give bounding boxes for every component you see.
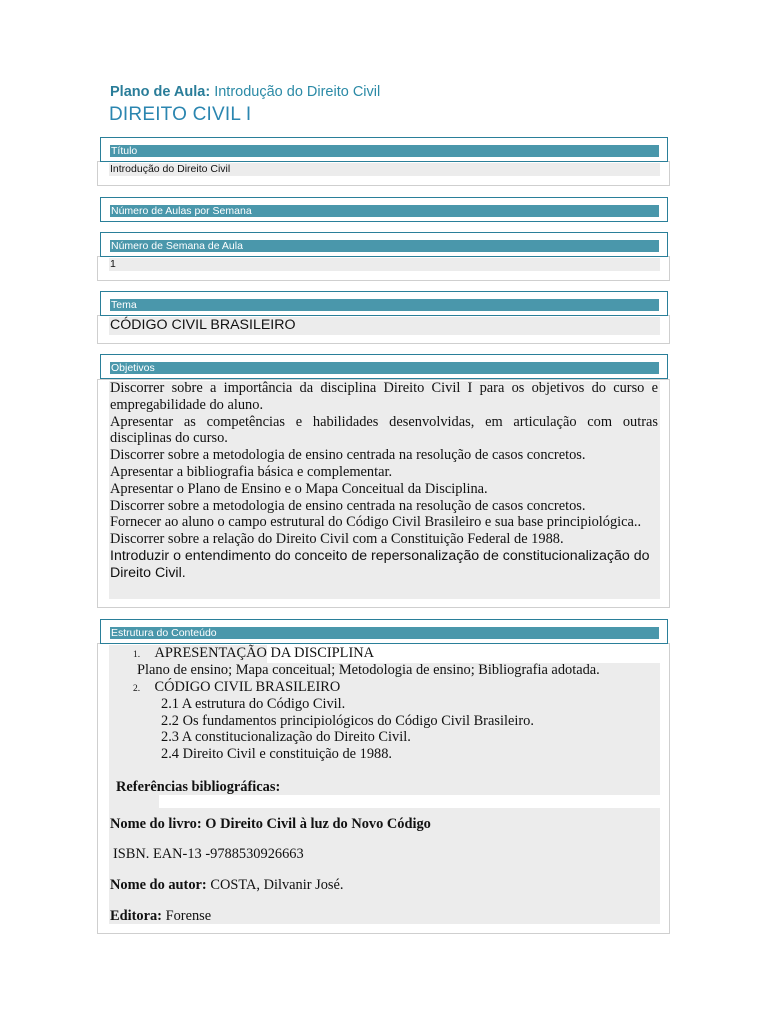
objetivo-line: Discorrer sobre a metodologia de ensino centrada na resolução de casos concretos. [110, 447, 586, 464]
publisher-name: Forense [165, 908, 212, 924]
item-1-text: Plano de ensino; Mapa conceitual; Metodologia de ensino; Bibliografia adotada. [137, 662, 600, 678]
plan-title: Introdução do Direito Civil [214, 84, 381, 100]
sub-item: 2.1 A estrutura do Código Civil. [161, 696, 346, 712]
plan-label: Plano de Aula: [110, 84, 211, 100]
objetivo-line: Apresentar a bibliografia básica e complementar. [110, 463, 393, 480]
tema-label-frame [100, 291, 668, 316]
objetivos-text [110, 380, 658, 582]
objetivo-line: Discorrer sobre a relação do Direito Civil com a Constituição Federal de 1988. [110, 531, 564, 548]
refs-title: Referências bibliográficas: [116, 779, 281, 795]
course-title: DIREITO CIVIL I [109, 104, 252, 125]
author-label: Nome do autor: [110, 877, 207, 893]
num-aulas-label-frame [100, 197, 668, 222]
item-1-number: 1. [133, 650, 141, 660]
objetivo-line: Fornecer ao aluno o campo estrutural do Código Civil Brasileiro e sua base principiológica.. [110, 514, 642, 531]
titulo-label: Título [110, 145, 659, 157]
tema-value: CÓDIGO CIVIL BRASILEIRO [110, 317, 296, 333]
item-1-title: APRESENTAÇÃO DA DISCIPLINA [154, 645, 375, 661]
item-2-title: CÓDIGO CIVIL BRASILEIRO [154, 679, 341, 695]
num-semana-label: Número de Semana de Aula [110, 240, 659, 252]
sub-item: 2.3 A constitucionalização do Direito Civil. [161, 729, 411, 745]
isbn: ISBN. EAN-13 -9788530926663 [113, 846, 304, 862]
estrutura-label-frame [100, 619, 668, 644]
sub-item: 2.2 Os fundamentos principiológicos do Código Civil Brasileiro. [161, 713, 534, 729]
author-line [110, 877, 344, 894]
plan-header [110, 84, 380, 100]
objetivo-line: Apresentar o Plano de Ensino e o Mapa Conceitual da Disciplina. [110, 480, 488, 497]
objetivo-last-line: Introduzir o entendimento do conceito de repersonalização de constitucionalização do Direito Civil. [110, 547, 650, 581]
item-2-number: 2. [133, 684, 141, 694]
objetivo-line: Discorrer sobre a metodologia de ensino centrada na resolução de casos concretos. [110, 497, 586, 514]
num-semana-value: 1 [110, 258, 116, 270]
objetivo-line: Discorrer sobre a importância da disciplina Direito Civil I para os objetivos do curso e empregabilidade do aluno. [110, 380, 658, 413]
estrutura-label: Estrutura do Conteúdo [110, 627, 659, 639]
objetivos-label: Objetivos [110, 362, 659, 374]
sub-item: 2.4 Direito Civil e constituição de 1988. [161, 746, 393, 762]
objetivos-label-frame [100, 354, 668, 379]
tema-label: Tema [110, 299, 659, 311]
publisher-line [110, 908, 211, 925]
book-title: O Direito Civil à luz do Novo Código [205, 816, 431, 832]
book-label: Nome do livro: [110, 816, 202, 832]
num-semana-label-frame [100, 232, 668, 257]
publisher-label: Editora: [110, 908, 162, 924]
objetivo-line: Apresentar as competências e habilidades desenvolvidas, em articulação com outras disciplinas do curso. [110, 413, 658, 447]
titulo-value: Introdução do Direito Civil [110, 163, 231, 175]
num-aulas-label: Número de Aulas por Semana [110, 205, 659, 217]
author-name: COSTA, Dilvanir José. [210, 877, 344, 893]
titulo-label-frame [100, 137, 668, 162]
book-line [110, 816, 431, 833]
num-semana-fill [109, 258, 660, 271]
